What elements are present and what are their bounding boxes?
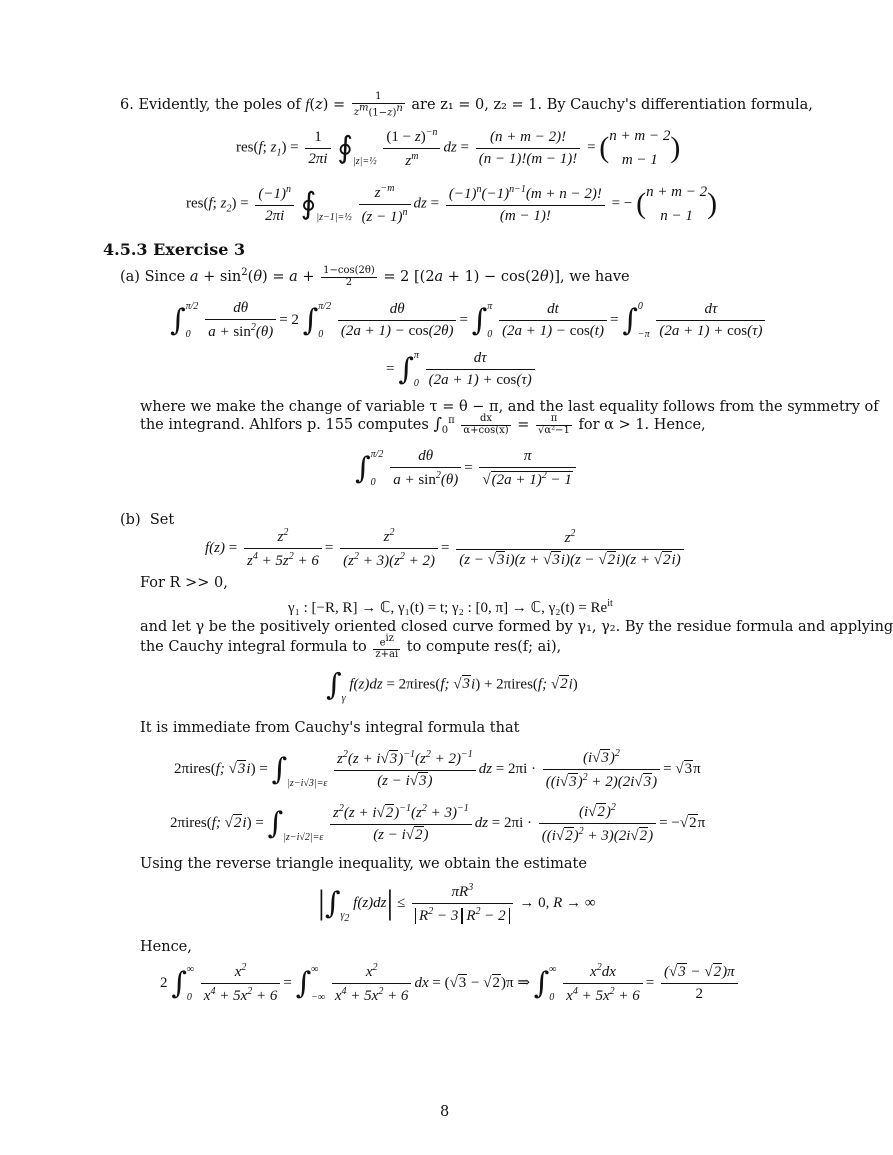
- part-a-intro: (a) Since $a + \sin^2(\theta) = a$ + $\frac{1-\cos(2\theta)}{2}$ = 2 [(2a + 1) − cos(2θ)], we have: [120, 265, 630, 288]
- part-a-text-4: the integrand. Ahlfors p. 155 computes $\int_0^\pi$ $\frac{dx}{\alpha+\cos(x)}$ = $\frac{\pi}{\text{√α²−1}}$ for α > 1. Hence,: [140, 413, 706, 436]
- part-b-text-3: It is immediate from Cauchy's integral formula that: [140, 720, 520, 736]
- part-a-symmetric-integral: = ∫ π 0 $\frac{d\tau}{(2a + 1) + \cos(\tau)}$: [386, 350, 538, 389]
- part-a-integral-chain: ∫ π/2 0 $\frac{d\theta}{a + \sin^2(\theta)}$ = 2 ∫ π/2 0 $\frac{d\theta}{(2a + 1) - \cos(2\theta)}$ = ∫ π 0 $\frac{dt}{(2a + 1) - \cos(t)}$ = ∫ 0 −π $\frac{d\tau}{(2a + 1) + \cos(\tau)}$: [170, 300, 768, 341]
- part-b-text-1: and let γ be the positively oriented closed curve formed by γ₁, γ₂. By the residue formula and applying: [140, 619, 893, 635]
- residue-z1-equation: res(f; $z_1$) = $\frac{1}{2\pi i}$ ∮ |z|=½ $\frac{(1 - z)^{-n}}{z^m}$ dz = $\frac{(n + m - 2)!}{(n - 1)!(m - 1)!}$ = ( n + m − 2 m − 1 ): [236, 126, 681, 169]
- item-number: 6.: [120, 97, 134, 114]
- part-b-contour-integral: ∫ γ f(z)dz = 2πires(f; √3i) + 2πires(f; √2i): [326, 667, 578, 704]
- residue-sqrt2-equation: 2πires(f; √2i) = ∫ |z−i√2|=ε $\frac{z^2(z + i√2)^{-1}(z^2 + 3)^{-1}}{(z - i√2)}$ dz = 2πi · $\frac{(i√2)^2}{((i√2)^2 + 3)(2i√2)}$ = −√2π: [170, 802, 706, 844]
- residue-z2-equation: res(f; $z_2$) = $\frac{(-1)^n}{2\pi i}$ ∮ |z−1|=½ $\frac{z^{-m}}{(z - 1)^n}$ dz = $\frac{(-1)^n(-1)^{n-1}(m + n - 2)!}{(m - 1)!}$ = − ( n + m − 2 n − 1 ): [186, 182, 718, 225]
- part-b-text-4: Using the reverse triangle inequality, we obtain the estimate: [140, 856, 587, 872]
- part-b-f-definition: f(z) = $\frac{z^2}{z^4 + 5z^2 + 6}$ = $\frac{z^2}{(z^2 + 3)(z^2 + 2)}$ = $\frac{z^2}{(z - √3i)(z + √3i)(z - √2i)(z + √2i)}$: [205, 527, 687, 570]
- part-a-text-3: where we make the change of variable τ = θ − π, and the last equality follows from the symmetry of: [140, 399, 879, 415]
- item-6-line: 6. Evidently, the poles of f(z) = $\frac{1}{z^m(1-z)^n}$ are z₁ = 0, z₂ = 1. By Cauchy's differentiation formula,: [120, 91, 813, 118]
- part-b-label: (b) Set: [120, 512, 175, 528]
- residue-sqrt3-equation: 2πires(f; √3i) = ∫ |z−i√3|=ε $\frac{z^2(z + i√3)^{-1}(z^2 + 2)^{-1}}{(z - i√3)}$ dz = 2πi · $\frac{(i√3)^2}{((i√3)^2 + 2)(2i√3)}$ = √3π: [174, 748, 701, 790]
- part-b-text-2: the Cauchy integral formula to $\frac{e^{iz}}{z+ai}$ to compute res(f; ai),: [140, 633, 562, 660]
- part-b-estimate: |∫ $\gamma_2$ f(z)dz| ≤ $\frac{\pi R^3}{R^2 - 3 R^2 - 2}$ → 0, R → ∞: [318, 882, 596, 924]
- part-b-final-equation: 2 ∫ ∞ 0 $\frac{x^2}{x^4 + 5x^2 + 6}$ = ∫ ∞ −∞ $\frac{x^2}{x^4 + 5x^2 + 6}$ dx = (√3 − √2)π ⇒ ∫ ∞ 0 $\frac{x^2dx}{x^4 + 5x^2 + 6}$ = $\frac{(√3 - √2)\pi}{2}$: [160, 962, 741, 1005]
- part-b-text-5: Hence,: [140, 939, 192, 955]
- part-a-result: ∫ π/2 0 $\frac{d\theta}{a + \sin^2(\theta)}$ = $\frac{\pi}{√(2a + 1)^2 - 1}$: [355, 448, 579, 489]
- part-b-for-r: For R >> 0,: [140, 575, 228, 591]
- part-b-gamma-definition: γ₁ : [−R, R] → ℂ, γ₁(t) = t; γ₂ : [0, π] → ℂ, $\gamma_2(t) = Re^{it}$: [288, 598, 613, 616]
- section-heading: 4.5.3 Exercise 3: [103, 240, 246, 259]
- page-number: 8: [440, 1104, 450, 1120]
